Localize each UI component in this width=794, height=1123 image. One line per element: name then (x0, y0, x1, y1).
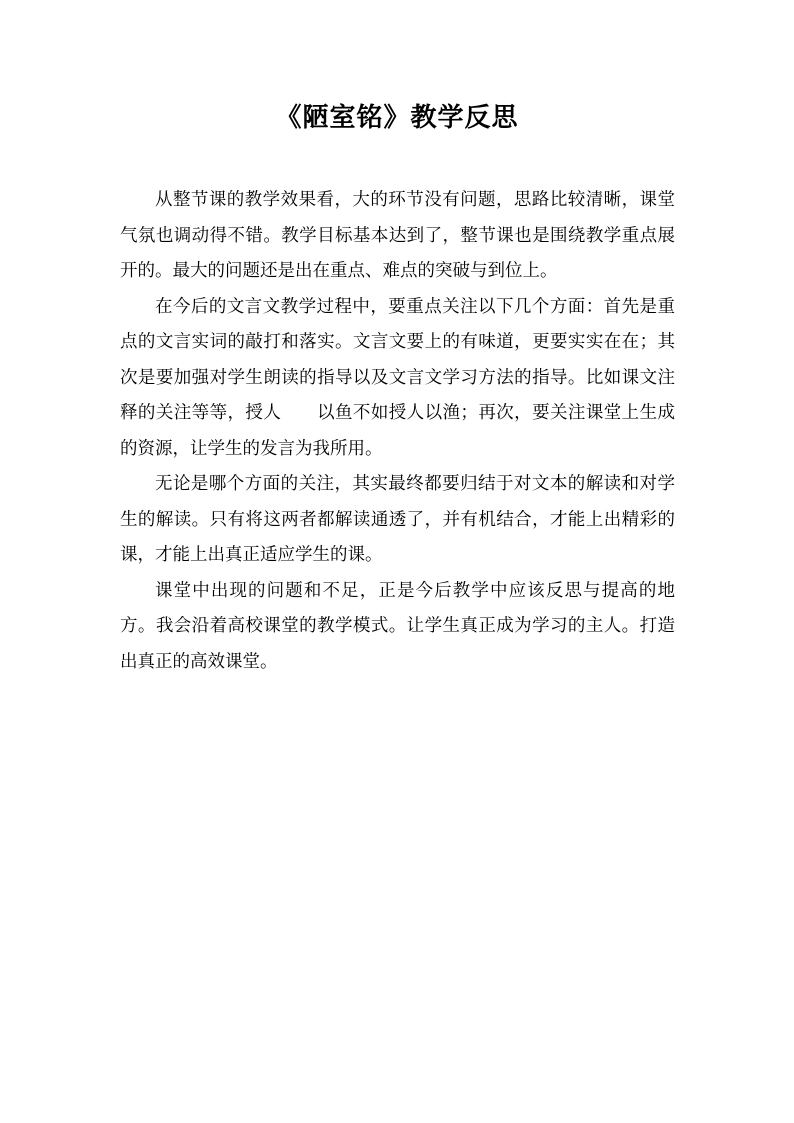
paragraph-1: 从整节课的教学效果看，大的环节没有问题，思路比较清晰，课堂气氛也调动得不错。教学目标基本达到了，整节课也是围绕教学重点展开的。最大的问题还是出在重点、难点的突破与到位上。 (120, 190, 675, 281)
document-body (120, 183, 675, 680)
document-title: 《陋室铭》教学反思 (275, 103, 519, 133)
paragraph-2: 在今后的文言文教学过程中，要重点关注以下几个方面：首先是重点的文言实词的敲打和落实。文言文要上的有味道，更要实实在在；其次是要加强对学生朗读的指导以及文言文学习方法的指导。比如课文注释的关注等等，授人 以鱼不如授人以渔；再次，要关注课堂上生成的资源，让学生的发言为我所用。 (120, 296, 675, 459)
paragraph-4: 课堂中出现的问题和不足，正是今后教学中应该反思与提高的地方。我会沿着高校课堂的教学模式。让学生真正成为学习的主人。打造出真正的高效课堂。 (120, 580, 675, 672)
paragraph-3: 无论是哪个方面的关注，其实最终都要归结于对文本的解读和对学生的解读。只有将这两者都解读通透了，并有机结合，才能上出精彩的课，才能上出真正适应学生的课。 (120, 474, 675, 565)
